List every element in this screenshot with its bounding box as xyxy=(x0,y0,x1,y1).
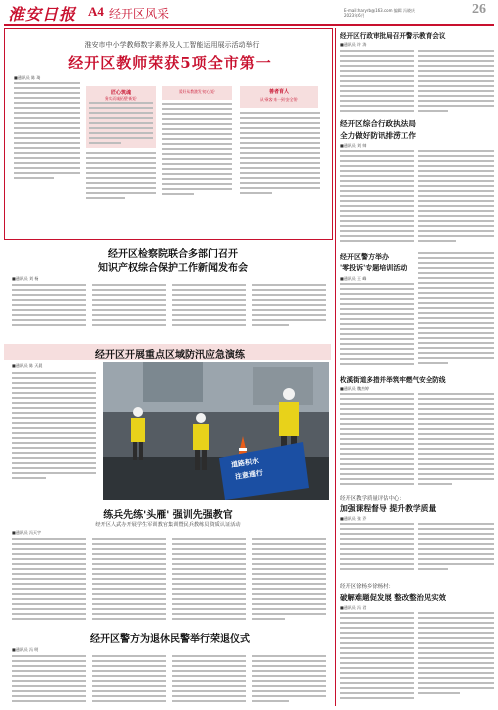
r3-text-col-1 xyxy=(340,283,414,371)
r5-byline: ■通讯员 张 乔 xyxy=(340,516,367,521)
newspaper-logo: 淮安日报 xyxy=(8,5,77,24)
page-label: A4 xyxy=(88,4,104,19)
box3-title: 爱好从教激发'初心矩' xyxy=(178,89,216,94)
box1-title: 匠心筑魂 xyxy=(110,90,131,96)
story3-text xyxy=(12,372,96,480)
story4-text-col-3 xyxy=(172,538,246,624)
story5-text-col-2 xyxy=(92,655,166,705)
r3-headline-2: '零投诉'专题培训活动 xyxy=(340,263,408,272)
story2-byline: ■通讯员 刘 杨 xyxy=(12,276,39,281)
photo-scene xyxy=(103,362,329,500)
header-meta xyxy=(344,8,454,18)
header-email: E-mail:haryrb@163.com 编辑 冯晓庆 xyxy=(344,8,416,13)
page-number: 26 xyxy=(472,2,486,17)
story2-headline-2: 知识产权综合保护工作新闻发布会 xyxy=(98,263,248,274)
lead-text-col-3 xyxy=(162,103,232,203)
r6-headline: 破解难题促发展 整改整治见实效 xyxy=(340,593,447,602)
story2-text-col-3 xyxy=(172,284,246,332)
story4-text-col-4 xyxy=(252,538,326,624)
sign-line-2: 注意通行 xyxy=(234,467,264,482)
lead-text-col-4 xyxy=(240,112,320,204)
header-date: 2023年6月 xyxy=(344,13,365,18)
story5-text-col-1 xyxy=(12,655,86,705)
story4-headline: 练兵先练'头雁' 强训先强教官 xyxy=(103,510,233,521)
r4-byline: ■通讯员 魏杰婷 xyxy=(340,386,370,391)
box1-subtitle: 务实而诚拓塑'新矩' xyxy=(104,96,138,101)
flood-drill-photo xyxy=(103,362,329,500)
r6-text-col-2 xyxy=(418,612,494,704)
masthead xyxy=(4,2,494,26)
r1-byline: ■通讯员 许 涛 xyxy=(340,42,367,47)
r2-text-col-1 xyxy=(340,150,414,248)
sign-line-1: 道路积水 xyxy=(230,455,260,470)
story4-text-col-1 xyxy=(12,538,86,624)
r3-headline: 经开区警方举办 xyxy=(340,252,389,261)
story5-headline: 经开区警方为退休民警举行荣退仪式 xyxy=(90,634,250,645)
r2-byline: ■通讯员 刘 帅 xyxy=(340,143,367,148)
story4-subhead: 经开区人武办开展学生军训教官集训暨民兵教练员资质认证活动 xyxy=(95,522,241,528)
r6-text-col-1 xyxy=(340,612,414,704)
r2-headline-2: 全力做好防讯排涝工作 xyxy=(340,131,416,140)
r2-headline: 经开区综合行政执法局 xyxy=(340,119,416,128)
r3-byline: ■通讯员 王 峰 xyxy=(340,276,367,281)
r2-text-col-2 xyxy=(418,150,494,248)
story5-text-col-3 xyxy=(172,655,246,705)
story3-headline: 经开区开展重点区域防汛应急演练 xyxy=(95,350,245,361)
lead-subhead: 淮安市中小学教师数字素养及人工智能运用展示活动举行 xyxy=(84,41,260,49)
r5-headline: 加强课程督导 提升教学质量 xyxy=(340,504,437,513)
box2-title: 善者育人 xyxy=(268,89,289,95)
box1-text xyxy=(89,102,153,146)
r4-text-col-1 xyxy=(340,393,414,491)
story5-text-col-4 xyxy=(252,655,326,705)
story2-text-col-1 xyxy=(12,284,86,332)
lead-headline: 经开区教师荣获5项全市第一 xyxy=(68,54,272,72)
column-divider xyxy=(335,28,336,706)
r4-text-col-2 xyxy=(418,393,494,491)
r6-subhead: 经开区徐杨乡徐杨村： xyxy=(340,584,394,590)
section-title: 经开区风采 xyxy=(109,7,170,21)
lead-byline: ■通讯员 陈 琦 xyxy=(14,75,41,80)
story2-text-col-4 xyxy=(252,284,326,332)
story2-text-col-2 xyxy=(92,284,166,332)
r6-byline: ■通讯员 冯 君 xyxy=(340,605,367,610)
box2-subtitle: 从'乘客'来一到'安全领' xyxy=(259,97,299,102)
story2-headline: 经开区检察院联合多部门召开 xyxy=(108,249,238,260)
story4-byline: ■通讯员 冯天宇 xyxy=(12,530,42,535)
r4-headline: 枚溪街道多措并举筑牢燃气安全防线 xyxy=(340,376,446,384)
lead-text-col-2 xyxy=(86,152,156,204)
r5-text-col-1 xyxy=(340,523,414,577)
story4-text-col-2 xyxy=(92,538,166,624)
r1-text-col-1 xyxy=(340,50,414,116)
r3-text-col-2 xyxy=(418,252,494,370)
r1-text-col-2 xyxy=(418,50,494,116)
masthead-rule xyxy=(4,24,494,26)
story3-byline: ■通讯员 陈 天晨 xyxy=(12,363,43,368)
r5-subhead: 经开区教学质量评估中心： xyxy=(340,496,405,502)
r5-text-col-2 xyxy=(418,523,494,577)
lead-text-col-1 xyxy=(14,82,80,202)
story5-byline: ■通讯员 冯 明 xyxy=(12,647,39,652)
r1-headline: 经开区行政审批局召开警示教育会议 xyxy=(340,32,446,40)
